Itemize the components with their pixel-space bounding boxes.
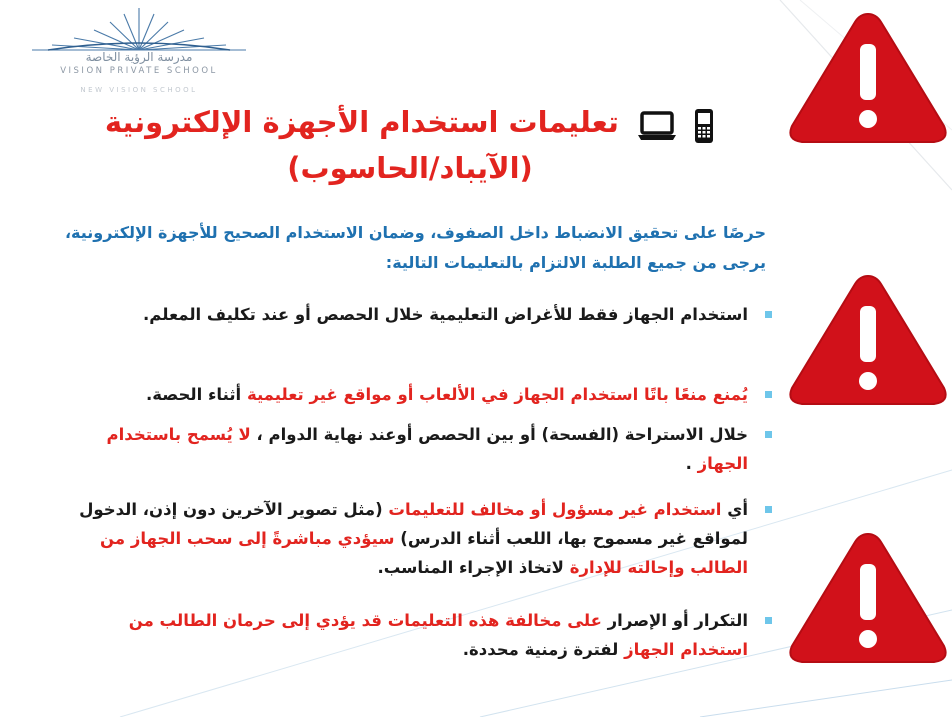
warning-icon xyxy=(784,8,952,148)
warning-icon xyxy=(784,270,952,410)
bullet-3-text-end: . xyxy=(685,454,698,473)
bullet-5-text-a: التكرار أو الإصرار xyxy=(601,611,748,630)
bullet-4-text-e: لاتخاذ الإجراء المناسب. xyxy=(377,558,570,577)
list-item xyxy=(56,606,774,664)
bullet-2-text-red: يُمنع منعًا باتًا استخدام الجهاز في الألعاب أو مواقع غير تعليمية xyxy=(246,385,748,404)
list-item xyxy=(56,420,774,478)
title-text-line-1: تعليمات استخدام الأجهزة الإلكترونية xyxy=(104,105,619,139)
instructions-list xyxy=(56,495,774,582)
warning-icon xyxy=(784,528,952,668)
instructions-list xyxy=(56,380,774,409)
instructions-list xyxy=(56,300,774,329)
instructions-list xyxy=(56,606,774,664)
title-text-line-2: (الآيباد/الحاسوب) xyxy=(287,151,533,185)
logo-english-name: VISION PRIVATE SCHOOL xyxy=(60,66,218,76)
bullet-5-text-c: لفترة زمنية محددة. xyxy=(462,640,625,659)
mobile-phone-icon xyxy=(693,108,715,144)
bullet-4-text-a: أي xyxy=(721,500,748,519)
bullet-marker xyxy=(765,431,772,438)
intro-text: حرصًا على تحقيق الانضباط داخل الصفوف، وضمان الاستخدام الصحيح للأجهزة الإلكترونية، يرجى من جميع الطلبة الالتزام بالتعليمات التالية: xyxy=(64,223,766,272)
bullet-4-text-c: (مثل تصوير الآخرين دون إذن، الدخول لمواقع غير مسموح بها، اللعب أثناء الدرس) xyxy=(79,500,748,548)
logo-starburst-icon xyxy=(28,6,250,52)
bullet-3-text: خلال الاستراحة (الفسحة) أو بين الحصص أوعند نهاية الدوام ، xyxy=(250,425,748,444)
bullet-marker xyxy=(765,617,772,624)
school-logo xyxy=(28,6,250,98)
title-device-icons xyxy=(637,102,715,146)
logo-arabic-name: مدرسة الرؤية الخاصة xyxy=(85,50,193,64)
bullet-marker xyxy=(765,391,772,398)
bullet-5-text-red: على مخالفة هذه التعليمات قد يؤدي إلى حرمان الطالب من استخدام الجهاز xyxy=(128,611,748,659)
bullet-2-text: أثناء الحصة. xyxy=(145,385,247,404)
laptop-icon xyxy=(637,111,677,141)
bullet-3-text-red: لا يُسمح باستخدام الجهاز xyxy=(106,425,748,473)
bullet-4-text-red-b: استخدام غير مسؤول أو مخالف للتعليمات xyxy=(388,500,722,519)
list-item xyxy=(56,495,774,582)
list-item xyxy=(56,380,774,409)
title-line-1 xyxy=(60,100,760,146)
list-item xyxy=(56,300,774,329)
bullet-1-text: استخدام الجهاز فقط للأغراض التعليمية خلال الحصص أو عند تكليف المعلم. xyxy=(143,305,748,324)
bullet-marker xyxy=(765,506,772,513)
bullet-4-text-red-d: سيؤدي مباشرةً إلى سحب الجهاز من الطالب وإحالته للإدارة xyxy=(100,529,748,577)
page-title xyxy=(60,100,760,190)
logo-tagline: NEW VISION SCHOOL xyxy=(80,86,198,94)
instructions-list xyxy=(56,420,774,478)
bullet-marker xyxy=(765,311,772,318)
